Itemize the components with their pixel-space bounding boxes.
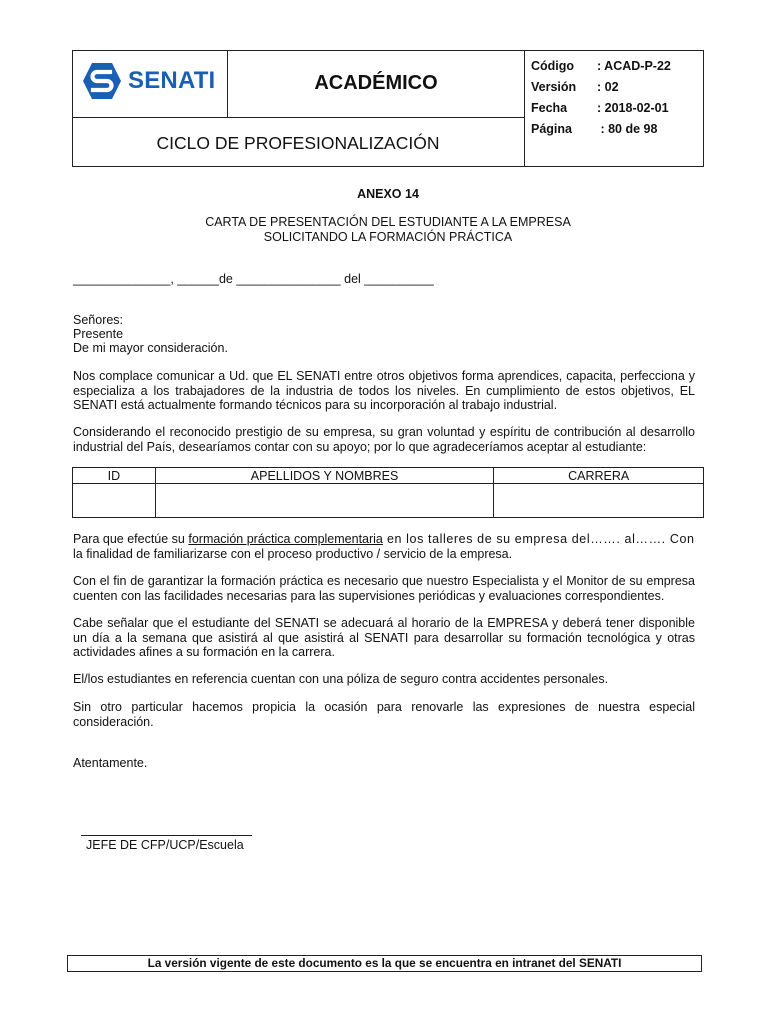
student-table (72, 467, 704, 518)
page-subtitle: CICLO DE PROFESIONALIZACIÓN (156, 133, 440, 153)
paragraph-2: Considerando el reconocido prestigio de su empresa, su gran voluntad y espíritu de contribución al desarrollo industrial del País, desearíamos contar con su apoyo; por lo que agradeceríamos aceptar al estudiante: (73, 425, 695, 454)
meta-page: Página : 80 de 98 (531, 122, 658, 136)
table-cell-id[interactable] (73, 484, 156, 518)
date-line: ______________, ______de _______________ del __________ (73, 272, 434, 286)
paragraph-3: Para que efectúe su formación práctica complementaria en los talleres de su empresa del……. al……. Con la finalidad de familiarizarse con el proceso productivo / servicio de la empresa. (73, 532, 695, 561)
salutation-line-3: De mi mayor consideración. (73, 341, 228, 355)
table-header-career: CARRERA (494, 468, 704, 484)
paragraph-7: Sin otro particular hacemos propicia la ocasión para renovarle las expresiones de nuestra especial consideración. (73, 700, 695, 729)
salutation-line-2: Presente (73, 327, 124, 341)
letter-title-line-2: SOLICITANDO LA FORMACIÓN PRÁCTICA (263, 230, 513, 244)
closing: Atentamente. (73, 756, 148, 770)
meta-version: Versión : 02 (531, 80, 619, 94)
paragraph-5: Cabe señalar que el estudiante del SENATI se adecuará al horario de la EMPRESA y deberá tener disponible un día a la semana que asistirá al que asistirá al SENATI para desarrollar su formación tecnológica y otras actividades afines a su formación en la carrera. (73, 616, 695, 660)
meta-code: Código : ACAD-P-22 (531, 59, 671, 73)
signature-label: JEFE DE CFP/UCP/Escuela (86, 838, 244, 852)
table-cell-name[interactable] (155, 484, 493, 518)
table-header-row (73, 468, 704, 484)
letter-title-line-1: CARTA DE PRESENTACIÓN DEL ESTUDIANTE A LA EMPRESA (205, 215, 571, 229)
paragraph-6: El/los estudiantes en referencia cuentan con una póliza de seguro contra accidentes personales. (73, 672, 609, 686)
table-row (73, 484, 704, 518)
senati-logo (82, 62, 215, 100)
paragraph-1: Nos complace comunicar a Ud. que EL SENATI entre otros objetivos forma aprendices, capacita, perfecciona y especializa a los trabajadores de la industria de todos los niveles. En cumplimiento de estos objetivos, EL SENATI está actualmente formando técnicos para su incorporación al trabajo industrial. (73, 369, 695, 413)
footer-note: La versión vigente de este documento es la que se encuentra en intranet del SENATI (67, 955, 702, 972)
practice-term: formación práctica complementaria (188, 532, 383, 546)
annex-title: ANEXO 14 (357, 187, 419, 201)
header-divider-meta (524, 50, 525, 167)
table-cell-career[interactable] (494, 484, 704, 518)
logo-text: SENATI (128, 67, 216, 94)
signature-line (81, 835, 252, 836)
table-header-name: APELLIDOS Y NOMBRES (155, 468, 493, 484)
table-header-id: ID (73, 468, 156, 484)
header-divider-row (72, 117, 524, 118)
paragraph-4: Con el fin de garantizar la formación práctica es necesario que nuestro Especialista y el Monitor de su empresa cuenten con las facilidades necesarias para las supervisiones periódicas y evaluaciones correspondientes. (73, 574, 695, 603)
salutation-line-1: Señores: (73, 313, 124, 327)
page-title: ACADÉMICO (314, 72, 438, 94)
senati-logo-icon (82, 62, 122, 100)
meta-date: Fecha : 2018-02-01 (531, 101, 669, 115)
